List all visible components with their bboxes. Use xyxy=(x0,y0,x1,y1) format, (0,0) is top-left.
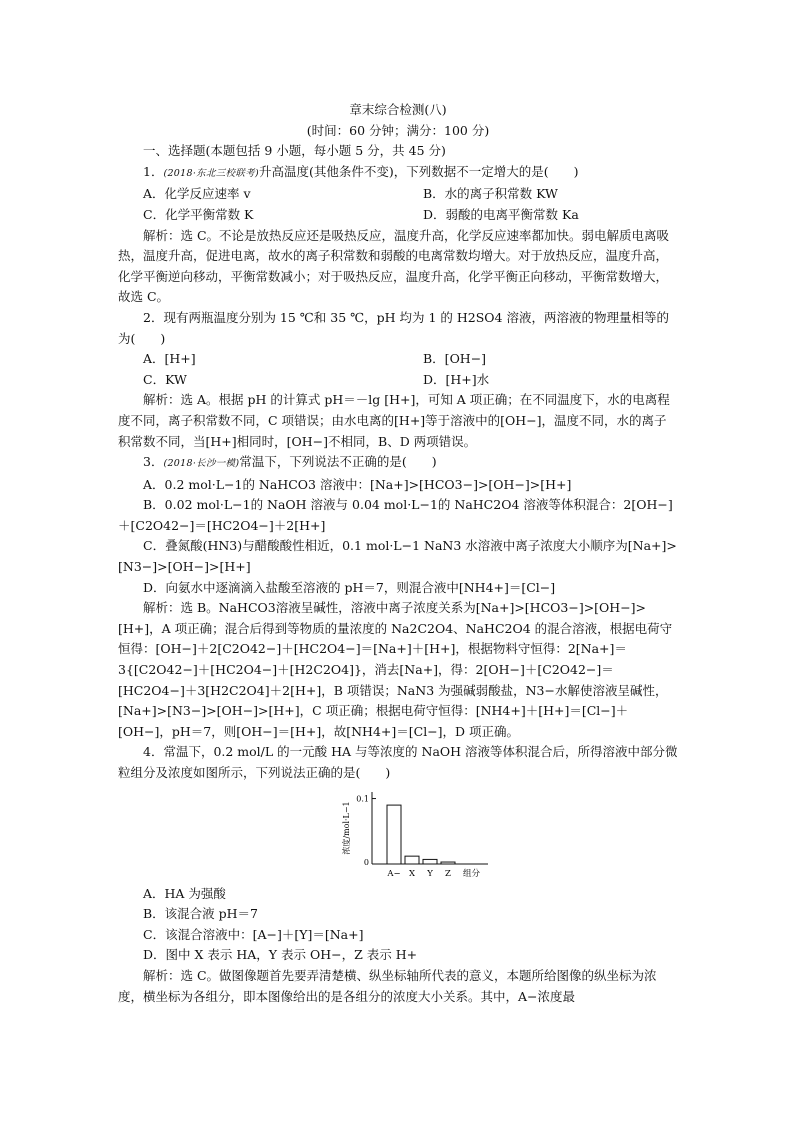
q1-options-row2 xyxy=(118,205,678,226)
q3-text: 常温下，下列说法不正确的是( ) xyxy=(239,454,437,470)
q2-option-c: C．KW xyxy=(143,371,187,387)
bar-1 xyxy=(405,856,419,864)
q1-option-c: C．化学平衡常数 K xyxy=(143,206,254,222)
q1-option-d: D．弱酸的电离平衡常数 Ka xyxy=(423,206,579,222)
q1-stem xyxy=(118,162,678,185)
q4-option-c: C．该混合溶液中：[A−]＋[Y]＝[Na+] xyxy=(143,926,364,942)
q1-option-a: A．化学反应速率 v xyxy=(143,186,251,202)
y-tick-label: 0.1 xyxy=(356,794,369,804)
x-tick-label: Z xyxy=(445,868,451,879)
section-heading: 一、选择题(本题包括 9 小题，每小题 5 分，共 45 分) xyxy=(143,143,446,159)
q2-stem: 2．现有两瓶温度分别为 15 ℃和 35 ℃，pH 均为 1 的 H2SO4 溶液，两溶液的物理量相等的为( ) xyxy=(118,309,669,346)
q3-option-b: B．0.02 mol·L−1的 NaOH 溶液与 0.04 mol·L−1的 NaHC2O4 溶液等体积混合：2[OH−]＋[C2O42−]＝[HC2O4−]＋2[H+] xyxy=(118,497,673,533)
concentration-chart xyxy=(118,788,678,880)
q1-option-b: B．水的离子积常数 KW xyxy=(423,186,558,202)
x-tick-label: Y xyxy=(427,868,433,879)
q1-number: 1． xyxy=(143,163,164,179)
bar-2 xyxy=(423,859,437,864)
doc-title: 章末综合检测(八) xyxy=(349,102,447,117)
q1-analysis: 解析：选 C。不论是放热反应还是吸热反应，温度升高，化学反应速率都加快。弱电解质电离吸热，温度升高，促进电离，故水的离子积常数和弱酸的电离常数均增大。对于放热反应，温度升高，化学平衡逆向移动，平衡常数减小；对于吸热反应，温度升高，化学平衡正向移动，平衡常数增大，故选 C。 xyxy=(118,227,670,305)
y-tick-label: 0 xyxy=(363,857,369,867)
q1-source: (2018·东北三校联考) xyxy=(163,167,259,179)
q3-option-a: A．0.2 mol·L−1的 NaHCO3 溶液中：[Na+]>[HCO3−]>[OH−]>[H+] xyxy=(143,476,572,492)
q3-source: (2018·长沙一模) xyxy=(163,458,240,470)
q1-options-row1 xyxy=(118,184,678,205)
y-axis-label: 浓度/mol·L−1 xyxy=(342,800,351,855)
q4-option-d: D．图中 X 表示 HA，Y 表示 OH−，Z 表示 H+ xyxy=(143,947,418,963)
q3-number: 3． xyxy=(143,454,164,470)
bar-0 xyxy=(387,805,401,864)
q3-stem xyxy=(118,452,678,475)
q4-option-b: B．该混合液 pH＝7 xyxy=(143,906,259,922)
bar-3 xyxy=(441,862,455,864)
q2-option-b: B．[OH−] xyxy=(423,351,487,367)
q2-analysis: 解析：选 A。根据 pH 的计算式 pH＝－lg [H+]，可知 A 项正确；在不同温度下，水的电离程度不同，离子积常数不同，C 项错误；由水电离的[H+]等于溶液中的[OH−]，温度不同，水的离子积常数不同，当[H+]相同时，[OH−]不相同，B、D 两项错误。 xyxy=(118,392,670,449)
x-tick-label: X xyxy=(408,868,416,879)
doc-subtitle: (时间：60 分钟；满分：100 分) xyxy=(306,122,490,138)
q2-options-row2 xyxy=(118,370,678,391)
q1-text: 升高温度(其他条件不变)，下列数据不一定增大的是( ) xyxy=(258,163,579,179)
x-tick-label: A− xyxy=(387,868,401,879)
q2-option-a: A．[H+] xyxy=(143,351,196,367)
q3-option-d: D．向氨水中逐滴滴入盐酸至溶液的 pH＝7，则混合液中[NH4+]＝[Cl−] xyxy=(143,579,556,595)
q3-option-c: C．叠氮酸(HN3)与醋酸酸性相近，0.1 mol·L−1 NaN3 水溶液中离子浓度大小顺序为[Na+]>[N3−]>[OH−]>[H+] xyxy=(118,538,677,575)
q4-option-a: A．HA 为强酸 xyxy=(143,885,226,901)
q4-stem: 4．常温下，0.2 mol/L 的一元酸 HA 与等浓度的 NaOH 溶液等体积混合后，所得溶液中部分微粒组分及浓度如图所示，下列说法正确的是( ) xyxy=(118,744,678,780)
q2-options-row1 xyxy=(118,349,678,370)
q3-analysis: 解析：选 B。NaHCO3溶液呈碱性，溶液中离子浓度关系为[Na+]>[HCO3−]>[OH−]>[H+]，A 项正确；混合后得到等物质的量浓度的 Na2C2O4、NaHC2O4 的混合溶液，根据电荷守恒得：[OH−]＋2[C2O42−]＋[HC2O4−]＝[Na+]＋[H+]，根据物料守恒得：2[Na+]＝3{[C2O42−]＋[HC2O4−]＋[H2C2O4]}，消去[Na+]，得：2[OH−]＋[C2O42−]＝[HC2O4−]＋3[H2C2O4]＋2[H+]，B 项错误；NaN3 为强碱弱酸盐，N3−水解使溶液呈碱性，[Na+]>[N3−]>[OH−]>[H+]，C 项正确；根据电荷守恒得：[NH4+]＋[H+]＝[Cl−]＋[OH−]，pH＝7，则[OH−]＝[H+]，故[NH4+]＝[Cl−]，D 项正确。 xyxy=(118,600,673,739)
q4-analysis: 解析：选 C。做图像题首先要弄清楚横、纵坐标轴所代表的意义，本题所给图像的纵坐标为浓度，横坐标为各组分，即本图像给出的是各组分的浓度大小关系。其中，A−浓度最 xyxy=(118,967,657,1004)
x-axis-label: 组分 xyxy=(463,868,481,879)
bar-chart-svg xyxy=(338,788,518,880)
q2-option-d: D．[H+]水 xyxy=(423,371,490,387)
document-page xyxy=(118,100,678,1007)
